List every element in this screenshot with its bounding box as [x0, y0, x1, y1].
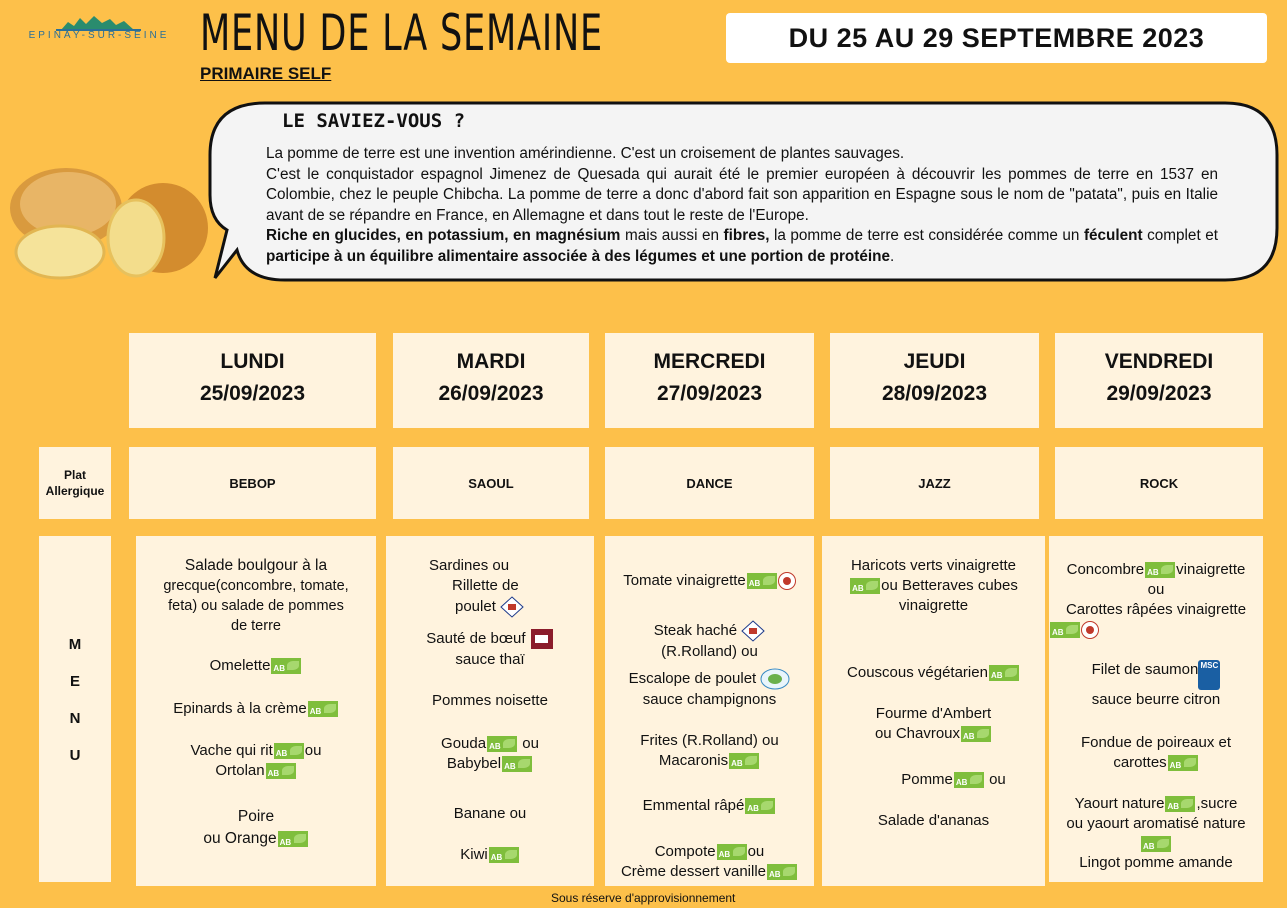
day-name: MERCREDI: [653, 350, 766, 373]
info-title: LE SAVIEZ-VOUS ?: [282, 110, 466, 132]
mardi-cheese: [386, 734, 594, 774]
info-bold-4: participe à un équilibre alimentaire associée à des légumes et une portion de protéine: [266, 247, 890, 265]
organic-label-icon: [502, 756, 532, 772]
lundi-cheese-or: ou: [304, 742, 322, 759]
mardi-dessert-2: [386, 845, 594, 865]
day-date: 29/09/2023: [1106, 382, 1212, 405]
jeudi-main: [822, 663, 1045, 683]
day-name: JEUDI: [903, 350, 966, 373]
organic-label-icon: [1141, 836, 1171, 852]
vendredi-starter-text: vinaigrette: [1176, 561, 1246, 578]
organic-label-icon: [729, 753, 759, 769]
info-line-1: La pomme de terre est une invention amérindienne. C'est un croisement de plantes sauvages.: [266, 145, 905, 162]
mercredi-cheese-text: Emmental râpé: [642, 797, 745, 814]
mardi-starter-line: poulet: [455, 597, 496, 615]
vendredi-starter: [1049, 560, 1263, 640]
lundi-dessert: [136, 806, 376, 850]
info-line-3: [266, 226, 1218, 267]
menu-mercredi: [605, 536, 814, 886]
vendredi-side-text: Fondue de poireaux et: [1080, 734, 1232, 751]
mercredi-dessert-or: ou: [747, 843, 765, 860]
jeudi-cheese-text: Fourme d'Ambert: [875, 705, 992, 722]
vendredi-starter-text: Carottes râpées vinaigrette: [1065, 601, 1247, 618]
mercredi-side-text: Macaronis: [658, 752, 729, 769]
mercredi-main-1: [605, 620, 814, 662]
allergy-plate-label: [39, 447, 111, 519]
mardi-starter-line: Rillette de: [452, 577, 519, 594]
mercredi-cheese: [605, 796, 814, 816]
jeudi-starter-text: Haricots verts vinaigrette: [850, 557, 1017, 574]
mardi-main-text: Sauté de bœuf: [426, 629, 526, 647]
organic-label-icon: [747, 573, 777, 589]
logo-text: EPINAY-SUR-SEINE: [28, 30, 170, 41]
organic-label-icon: [850, 578, 880, 594]
info-bold-1: Riche en glucides, en potassium, en magnésium: [266, 227, 621, 244]
mercredi-dessert: [605, 842, 814, 882]
organic-label-icon: [271, 658, 301, 674]
lundi-cheese-text: Ortolan: [215, 762, 265, 779]
organic-label-icon: [745, 798, 775, 814]
vendredi-main-text: Filet de saumon: [1091, 661, 1199, 678]
day-date: 28/09/2023: [881, 382, 988, 405]
jeudi-main-text: Couscous végétarien: [847, 664, 988, 681]
info-text-3: complet et: [1142, 227, 1218, 244]
mardi-cheese-text: Gouda: [441, 735, 487, 752]
mardi-main: [386, 628, 594, 670]
mardi-cheese-or: ou: [522, 735, 539, 752]
french-poultry-icon: [500, 596, 524, 618]
organic-label-icon: [278, 831, 308, 847]
city-logo: [6, 12, 192, 46]
menu-letter: M: [68, 636, 82, 653]
mercredi-starter: [605, 571, 814, 591]
label-rouge-icon: [1081, 621, 1099, 639]
organic-label-icon: [489, 847, 519, 863]
vendredi-main: [1049, 660, 1263, 710]
jeudi-cheese-text: ou Chavroux: [874, 725, 961, 742]
jeudi-dessert-1: [822, 770, 1045, 790]
french-beef-icon: [741, 620, 765, 642]
info-bold-3: féculent: [1083, 227, 1143, 244]
jeudi-starter-text: vinaigrette: [898, 597, 969, 614]
organic-label-icon: [1145, 562, 1175, 578]
mercredi-dessert-text: Crème dessert vanille: [620, 863, 767, 880]
lundi-starter-line: feta) ou salade de pommes: [168, 598, 344, 614]
mercredi-main-2: [605, 668, 814, 710]
jeudi-dessert-text: Pomme: [901, 771, 953, 788]
theme-lundi: BEBOP: [129, 447, 376, 519]
city-logo-skyline: [6, 12, 192, 32]
menu-letter: U: [69, 747, 81, 764]
vendredi-main-text: sauce beurre citron: [1091, 691, 1221, 708]
lundi-starter-line: Salade boulgour à la: [184, 557, 328, 574]
organic-label-icon: [274, 743, 304, 759]
menu-mardi: [386, 536, 594, 886]
label-rouge-icon: [778, 572, 796, 590]
day-date: 26/09/2023: [438, 382, 544, 405]
menu-jeudi: [822, 536, 1045, 886]
day-date: 25/09/2023: [199, 382, 306, 405]
info-text-4: .: [889, 247, 895, 265]
jeudi-starter: [822, 556, 1045, 616]
organic-label-icon: [487, 736, 517, 752]
day-name: MARDI: [456, 350, 526, 373]
vendredi-dairy-text: Yaourt nature: [1074, 795, 1165, 812]
organic-label-icon: [954, 772, 984, 788]
organic-label-icon: [961, 726, 991, 742]
day-header-jeudi: [830, 333, 1039, 428]
page-subtitle: PRIMAIRE SELF: [200, 64, 332, 83]
mercredi-main-text: Steak haché: [653, 621, 738, 639]
day-date: 27/09/2023: [656, 382, 763, 405]
french-beef-icon: [530, 628, 554, 650]
day-name: LUNDI: [220, 350, 285, 373]
menu-side-label: [39, 536, 111, 882]
jeudi-starter-text: ou Betteraves cubes: [881, 577, 1018, 594]
mardi-starter: [386, 556, 594, 618]
mercredi-main-text: sauce champignons: [642, 691, 777, 708]
day-header-vendredi: [1055, 333, 1263, 428]
info-text-1: mais aussi en: [620, 227, 724, 244]
lundi-side: [136, 699, 376, 719]
day-header-mardi: [393, 333, 589, 428]
lundi-cheese: [136, 741, 376, 781]
menu-lundi: [136, 536, 376, 886]
mercredi-side: [605, 731, 814, 771]
theme-mardi: SAOUL: [393, 447, 589, 519]
organic-label-icon: [1165, 796, 1195, 812]
mercredi-dessert-text: Compote: [654, 843, 716, 860]
organic-label-icon: [1050, 622, 1080, 638]
menu-vendredi: [1049, 536, 1263, 882]
menu-letter: E: [69, 673, 80, 690]
organic-label-icon: [717, 844, 747, 860]
mardi-main-text: sauce thaï: [455, 651, 525, 668]
info-bold-2: fibres,: [723, 227, 770, 244]
mercredi-main-text: (R.Rolland) ou: [661, 643, 758, 660]
info-text: [266, 144, 1218, 267]
jeudi-dessert-or: ou: [989, 771, 1006, 788]
mardi-dessert-1: Banane ou: [453, 805, 527, 822]
info-line-2: C'est le conquistador espagnol Jimenez de Quesada qui aurait été le premier européen à découvrir les pommes de terre en 1537 en Colombie, chez le peuple Chibcha. La pomme de terre a donc d'abord fait son apparition en Espagne sous le nom de "patata", puis en Italie avant de se répandre en France, en Allemagne et dans tout le reste de l'Europe.: [266, 165, 1218, 224]
theme-vendredi: ROCK: [1055, 447, 1263, 519]
theme-jeudi: JAZZ: [830, 447, 1039, 519]
vendredi-dairy: [1049, 794, 1263, 854]
menu-letter: N: [69, 710, 81, 727]
lundi-starter: [136, 556, 376, 636]
organic-label-icon: [308, 701, 338, 717]
theme-mercredi: DANCE: [605, 447, 814, 519]
mercredi-side-text: Frites (R.Rolland) ou: [640, 732, 779, 749]
mardi-side: Pommes noisette: [432, 692, 548, 709]
info-text-2: la pomme de terre est considérée comme un: [769, 227, 1084, 244]
mardi-dessert-text: Kiwi: [460, 846, 488, 863]
day-header-lundi: [129, 333, 376, 428]
vendredi-dairy-text: ou yaourt aromatisé nature: [1066, 815, 1246, 832]
lundi-cheese-text: Vache qui rit: [190, 742, 273, 759]
vendredi-starter-text: Concombre: [1066, 561, 1145, 578]
vendredi-side: [1049, 733, 1263, 773]
day-header-mercredi: [605, 333, 814, 428]
organic-label-icon: [989, 665, 1019, 681]
vendredi-dessert: Lingot pomme amande: [1079, 854, 1233, 871]
vendredi-starter-or: ou: [1147, 581, 1165, 598]
lundi-dessert-text: ou Orange: [203, 830, 277, 847]
page-title: MENU DE LA SEMAINE: [200, 4, 603, 62]
lundi-side-text: Epinards à la crème: [173, 700, 307, 717]
lundi-dessert-text: Poire: [237, 808, 275, 825]
lundi-main: [136, 656, 376, 676]
footer-note: Sous réserve d'approvisionnement: [551, 891, 736, 905]
day-name: VENDREDI: [1104, 350, 1214, 373]
bleu-blanc-coeur-icon: [760, 668, 790, 690]
organic-label-icon: [767, 864, 797, 880]
mardi-cheese-text: Babybel: [446, 755, 502, 772]
allergy-label-line-1: Plat: [63, 468, 86, 482]
jeudi-cheese: [822, 704, 1045, 744]
mercredi-main-text: Escalope de poulet: [628, 669, 757, 687]
allergy-label-line-2: Allergique: [45, 484, 105, 498]
vendredi-side-text: carottes: [1113, 754, 1167, 771]
lundi-main-text: Omelette: [209, 657, 271, 674]
mercredi-starter-text: Tomate vinaigrette: [623, 572, 746, 589]
vendredi-dairy-text: ,sucre: [1196, 795, 1238, 812]
mardi-starter-line: Sardines ou: [429, 557, 510, 574]
msc-label-icon: MSC: [1198, 660, 1220, 690]
lundi-starter-line: de terre: [231, 618, 281, 634]
date-range: DU 25 AU 29 SEPTEMBRE 2023: [726, 13, 1267, 63]
organic-label-icon: [1168, 755, 1198, 771]
lundi-starter-line: grecque(concombre, tomate,: [163, 578, 349, 594]
potato-illustration: [8, 150, 218, 280]
organic-label-icon: [266, 763, 296, 779]
jeudi-dessert-2: Salade d'ananas: [877, 812, 990, 829]
